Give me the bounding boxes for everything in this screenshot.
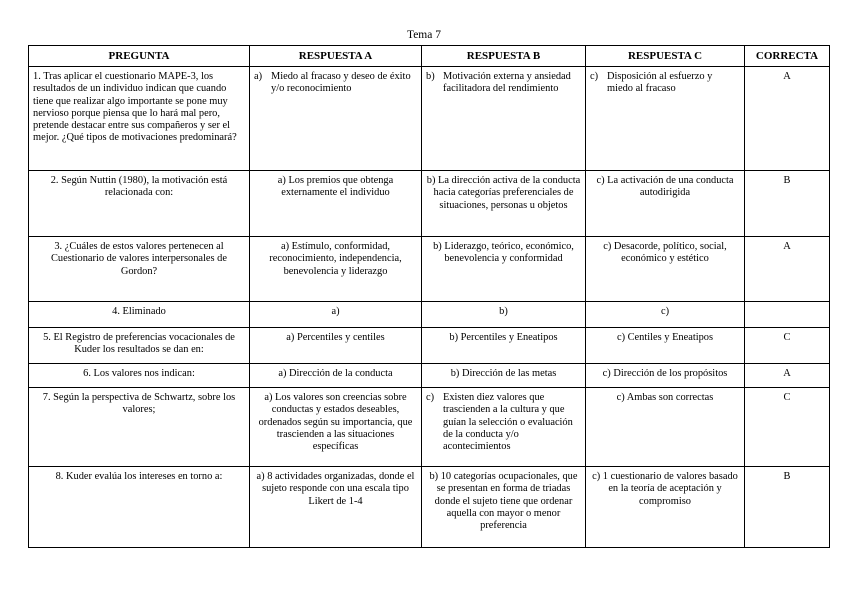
page-title: Tema 7 [406, 29, 441, 41]
question-cell: 3. ¿Cuáles de estos valores pertenecen al Cuestionario de valores interpersonales de Gordon? [29, 237, 250, 302]
answer-c-cell: c) Centiles y Eneatipos [586, 328, 745, 364]
answer-b-cell: b) Dirección de las metas [422, 364, 586, 388]
answer-c-cell: c) 1 cuestionario de valores basado en la teoría de aceptación y compromiso [586, 467, 745, 548]
answer-a-cell: a) Percentiles y centiles [250, 328, 422, 364]
answer-a-label: a) [254, 71, 263, 83]
answer-c-cell: c) Dirección de los propósitos [586, 364, 745, 388]
answer-a-cell: a) 8 actividades organizadas, donde el sujeto responde con una escala tipo Likert de 1-4 [250, 467, 422, 548]
answer-b-cell: b) [422, 302, 586, 328]
answer-c-cell: c) Desacorde, político, social, económico y estético [586, 237, 745, 302]
answer-a-cell: a) Dirección de la conducta [250, 364, 422, 388]
answer-c-text: Disposición al esfuerzo y miedo al fracaso [607, 71, 713, 95]
table-row [29, 364, 830, 388]
correct-answer-cell: C [745, 388, 830, 467]
header-row [29, 46, 830, 67]
question-cell: 2. Según Nuttin (1980), la motivación está relacionada con: [29, 171, 250, 237]
answer-a-text: Miedo al fracaso y deseo de éxito y/o reconocimiento [271, 71, 411, 95]
answer-a-cell: a) Los premios que obtenga externamente el individuo [250, 171, 422, 237]
header-correcta: CORRECTA [745, 46, 830, 67]
table-row [29, 328, 830, 364]
answer-b-label: b) [426, 71, 435, 83]
answer-c-cell: c) [586, 302, 745, 328]
answer-c-label: c) [590, 71, 599, 83]
answer-b-cell: b) 10 categorías ocupacionales, que se presentan en forma de triadas donde el sujeto tiene que ordenar aquella con mayor o menor preferencia [422, 467, 586, 548]
answer-b-cell: b) La dirección activa de la conducta hacia categorías preferenciales de situaciones, personas u objetos [422, 171, 586, 237]
question-cell: 8. Kuder evalúa los intereses en torno a: [29, 467, 250, 548]
correct-answer-cell: C [745, 328, 830, 364]
question-cell: 1. Tras aplicar el cuestionario MAPE-3, los resultados de un individuo indican que cuando tiene que realizar algo importante se pone muy nervioso porque piensa que lo hará mal pero, pretende destacar entre sus compañeros y ser el mejor. ¿Qué tipos de motivaciones predominará? [29, 67, 250, 171]
header-respuesta-c: RESPUESTA C [586, 46, 745, 67]
correct-answer-cell: B [745, 171, 830, 237]
answer-c-cell: c) Ambas son correctas [586, 388, 745, 467]
answer-a-cell: a) Los valores son creencias sobre conductas y estados deseables, ordenados según su importancia, que trascienden a las situaciones específicas [250, 388, 422, 467]
table-row [29, 302, 830, 328]
table-row [29, 388, 830, 467]
answer-a-cell [250, 67, 422, 171]
answer-b-text: Motivación externa y ansiedad facilitadora del rendimiento [443, 71, 571, 95]
table-row [29, 171, 830, 237]
answer-b-text: Existen diez valores que trascienden a la cultura y que guían la selección o evaluación de la conducta y/o acontecimientos [443, 392, 573, 453]
correct-answer-cell: A [745, 364, 830, 388]
question-cell: 6. Los valores nos indican: [29, 364, 250, 388]
correct-answer-cell [745, 302, 830, 328]
answer-b-cell [422, 388, 586, 467]
header-pregunta: PREGUNTA [29, 46, 250, 67]
answer-b-label: c) [426, 392, 435, 404]
table-row [29, 67, 830, 171]
answer-a-cell: a) Estímulo, conformidad, reconocimiento, independencia, benevolencia y liderazgo [250, 237, 422, 302]
quiz-table [28, 45, 830, 548]
correct-answer-cell: A [745, 67, 830, 171]
correct-answer-cell: B [745, 467, 830, 548]
question-cell: 5. El Registro de preferencias vocacionales de Kuder los resultados se dan en: [29, 328, 250, 364]
answer-b-cell: b) Percentiles y Eneatipos [422, 328, 586, 364]
answer-b-cell: b) Liderazgo, teórico, económico, benevolencia y conformidad [422, 237, 586, 302]
answer-a-cell: a) [250, 302, 422, 328]
table-row [29, 467, 830, 548]
table-row [29, 237, 830, 302]
header-respuesta-a: RESPUESTA A [250, 46, 422, 67]
answer-b-cell [422, 67, 586, 171]
correct-answer-cell: A [745, 237, 830, 302]
answer-c-cell [586, 67, 745, 171]
answer-c-cell: c) La activación de una conducta autodirigida [586, 171, 745, 237]
question-cell: 4. Eliminado [29, 302, 250, 328]
question-cell: 7. Según la perspectiva de Schwartz, sobre los valores; [29, 388, 250, 467]
header-respuesta-b: RESPUESTA B [422, 46, 586, 67]
